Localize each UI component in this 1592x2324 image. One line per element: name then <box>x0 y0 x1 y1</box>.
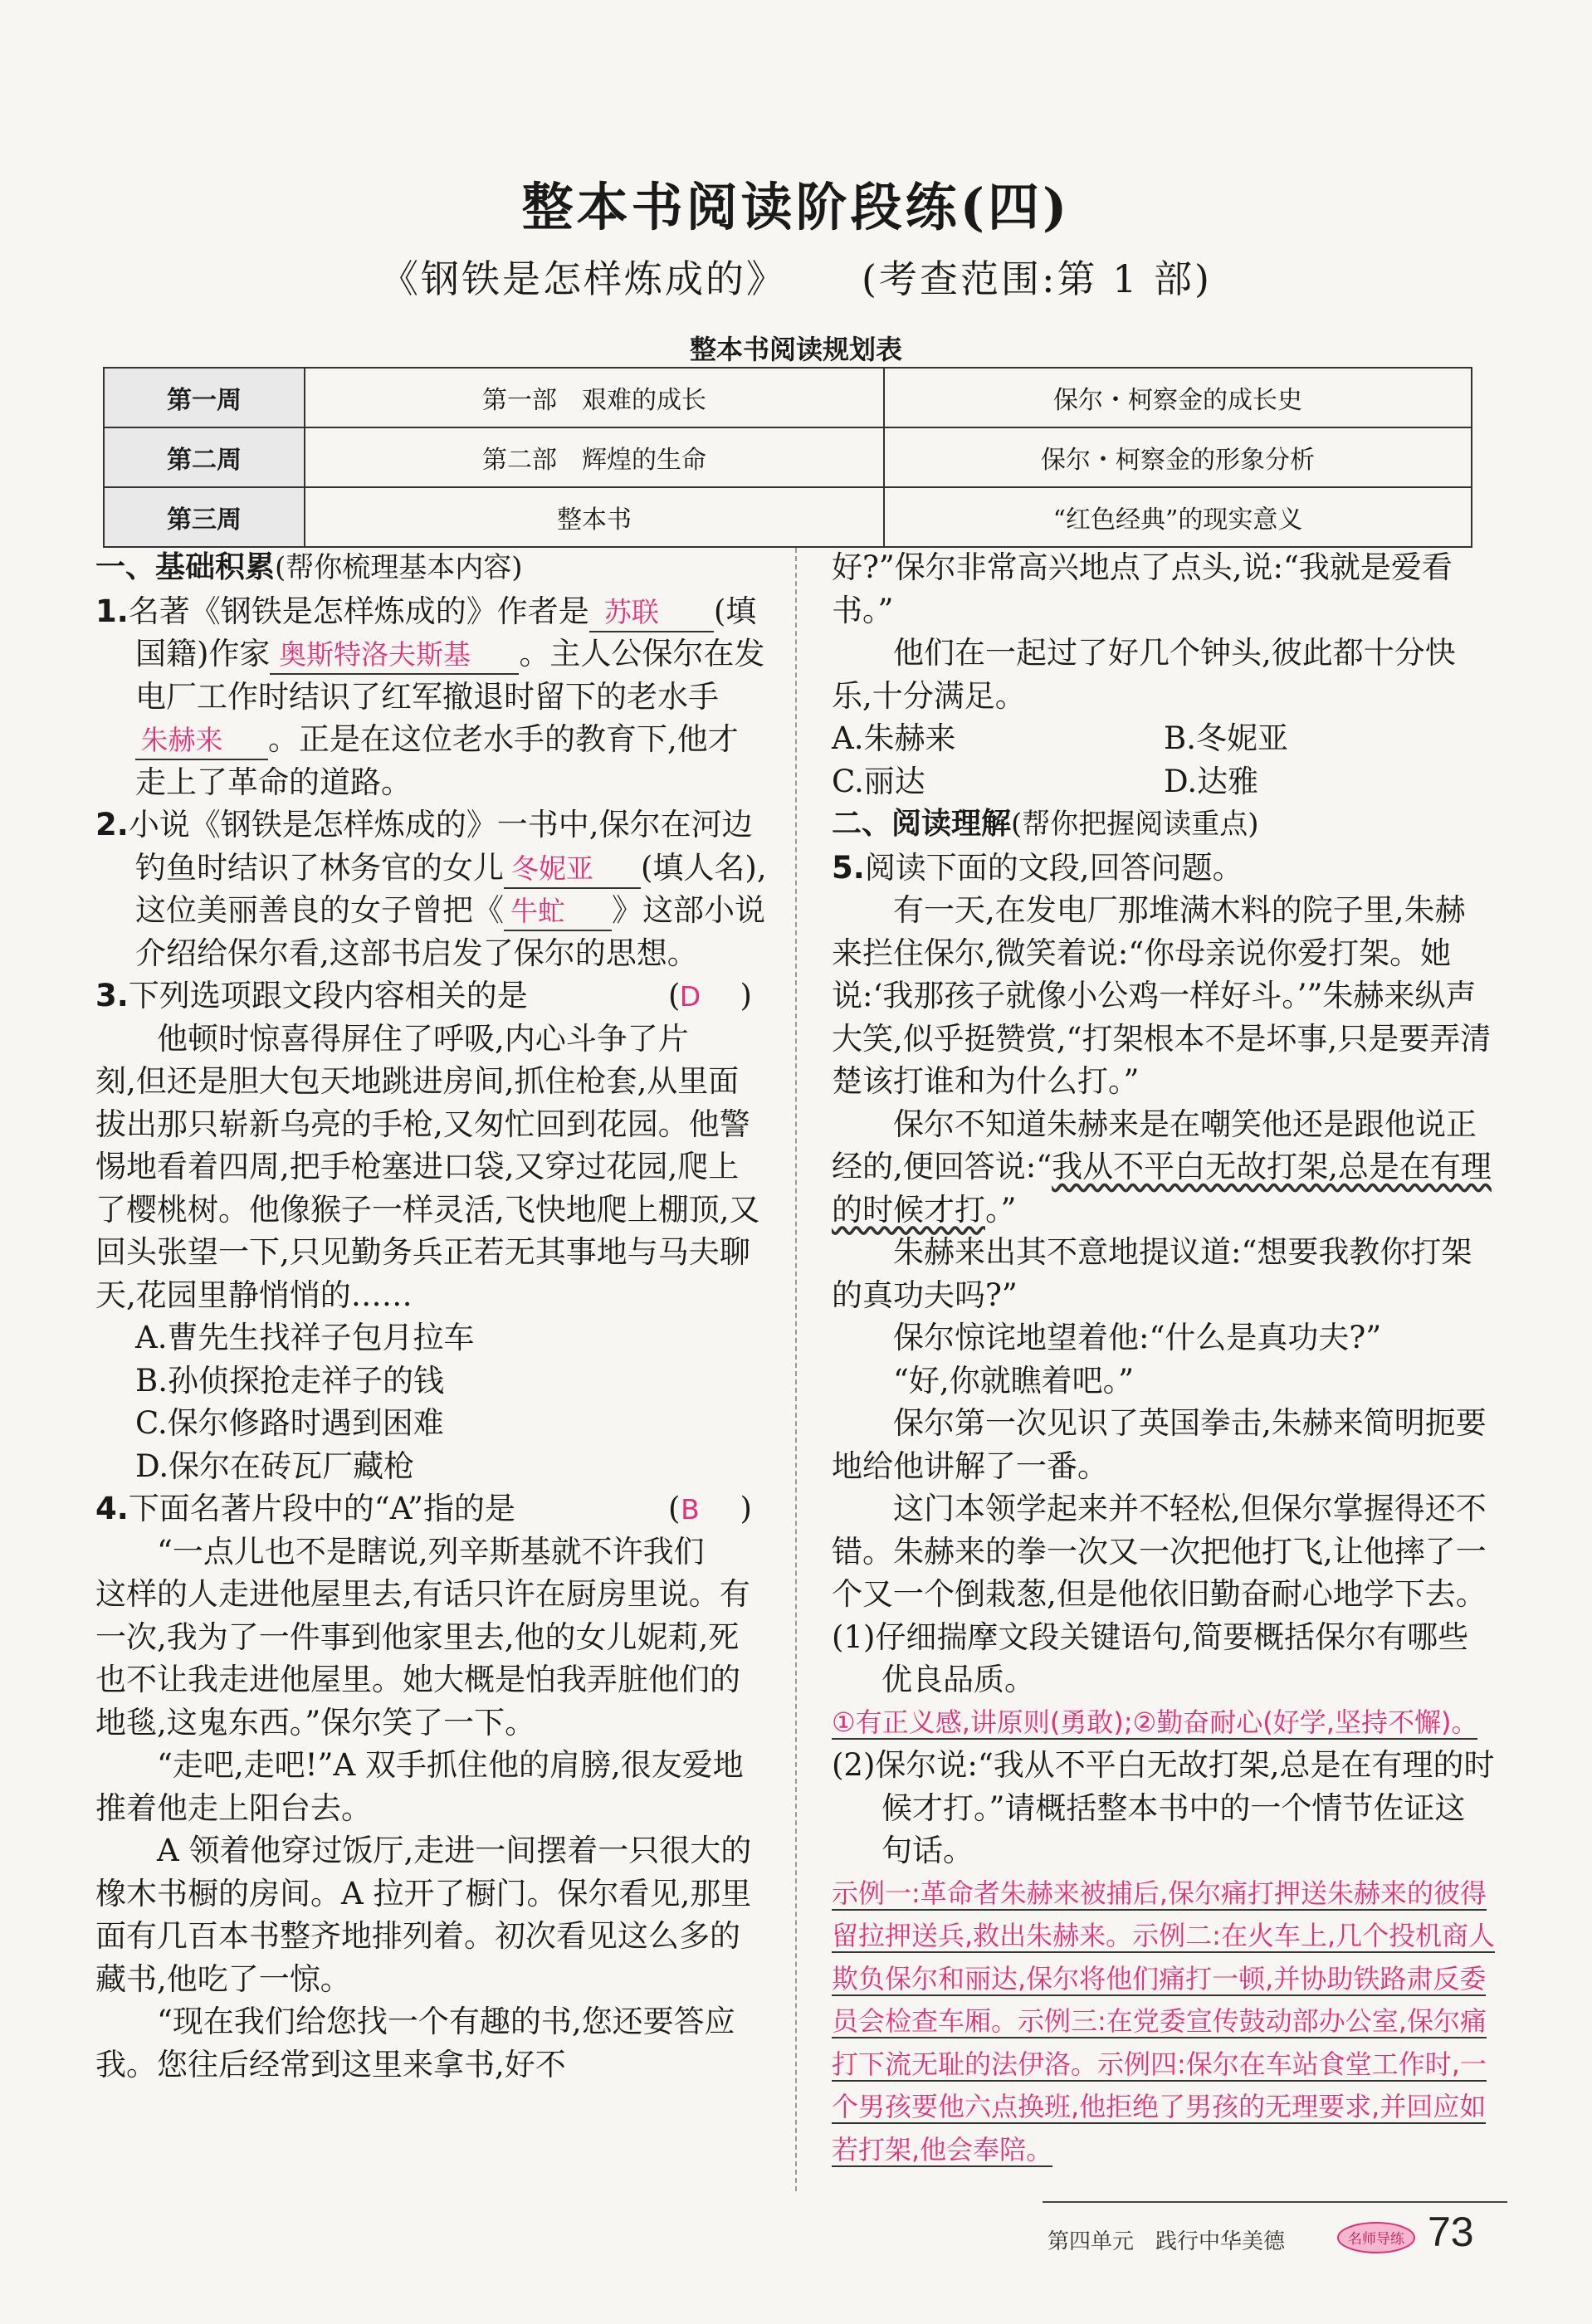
subtitle <box>0 249 1592 304</box>
sub-question-1: (1)仔细揣摩文段关键语句,简要概括保尔有哪些优良品质。 <box>832 1618 1469 1697</box>
answer-text: 示例一:革命者朱赫来被捕后,保尔痛打押送朱赫来的彼得留拉押送兵,救出朱赫来。示例二:在火车上,几个投机商人欺负保尔和丽达,保尔将他们痛打一顿,并协助铁路肃反委员会检查车厢。示例三:在党委宣传鼓动部办公室,保尔痛打下流无耻的法伊洛。示例四:保尔在车站食堂工作时,一个男孩要他六点换班,他拒绝了男孩的无理要求,并回应如若打架,他会奉陪。 <box>832 1877 1496 2165</box>
part-cell: 第一部 艰难的成长 <box>305 368 884 427</box>
question-text: 下列选项跟文段内容相关的是 <box>128 978 528 1013</box>
week-cell: 第二周 <box>104 427 305 487</box>
passage: 有一天,在发电厂那堆满木料的院子里,朱赫来拦住保尔,微笑着说:“你母亲说你爱打架。她说:‘我那孩子就像小公鸡一样好斗。’”朱赫来纵声大笑,似乎挺赞赏,“打架根本不是坏事,只是要弄清楚该打谁和为什么打。” <box>832 892 1492 1099</box>
question-number: 4. <box>95 1491 129 1526</box>
plan-table-title: 整本书阅读规划表 <box>689 334 902 365</box>
passage: A 领着他穿过饭厅,走进一间摆着一只很大的橡木书橱的房间。A 拉开了橱门。保尔看见,那里面有几百本书整齐地排列着。初次看见这么多的藏书,他吃了一惊。 <box>95 1833 752 1997</box>
question-text: (填国籍)作家 <box>135 593 757 671</box>
sub-question-2: (2)保尔说:“我从不平白无故打架,总是在有理的时候才打。”请概括整本书中的一个情节佐证这句话。 <box>832 1747 1495 1868</box>
question-number: 5. <box>832 849 865 886</box>
book-title: 《钢铁是怎样炼成的》 <box>380 256 788 301</box>
passage-text: 。” <box>985 1191 1017 1228</box>
answer-blank: 冬妮亚 <box>504 851 641 889</box>
passage: 保尔第一次见识了英国拳击,朱赫来简明扼要地给他讲解了一番。 <box>832 1405 1487 1484</box>
question-4 <box>95 1487 768 1531</box>
passage: 保尔惊诧地望着他:“什么是真功夫?” <box>893 1320 1382 1355</box>
passage: 朱赫来出其不意地提议道:“想要我教你打架的真功夫吗?” <box>832 1234 1472 1313</box>
question-text: 》这部小说介绍给保尔看,这部书启发了保尔的思想。 <box>135 892 765 971</box>
reading-plan-table <box>103 367 1472 548</box>
options-grid <box>832 717 1496 803</box>
option: A.曹先生找祥子包月拉车 <box>135 1320 475 1355</box>
option: C.丽达 <box>832 763 925 799</box>
answer-blank: 朱赫来 <box>135 722 268 760</box>
question-text: 。主人公保尔在发电厂工作时结识了红军撤退时留下的老水手 <box>135 636 765 715</box>
option: B.孙侦探抢走祥子的钱 <box>135 1362 444 1399</box>
section-2-heading <box>832 803 1496 847</box>
footer-unit-label: 第四单元 践行中华美德 <box>1047 2229 1286 2254</box>
passage: “好,你就瞧着吧。” <box>893 1362 1135 1399</box>
section-title: 一、基础积累 <box>95 550 276 584</box>
passage: 这门本领学起来并不轻松,但保尔掌握得还不错。朱赫来的拳一次又一次把他打飞,让他摔了一个又一个倒栽葱,但是他依旧勤奋耐心地学下去。 <box>832 1491 1487 1612</box>
handwritten-answer-2 <box>832 1872 1496 2172</box>
passage: “现在我们给您找一个有趣的书,您还要答应我。您往后经常到这里来拿书,好不 <box>95 2004 735 2082</box>
choice-answer: D <box>679 980 701 1013</box>
passage: 他们在一起过了好几个钟头,彼此都十分快乐,十分满足。 <box>832 635 1456 714</box>
footer-rule <box>1043 2201 1507 2203</box>
question-text: 名著《钢铁是怎样炼成的》作者是 <box>128 593 589 629</box>
passage: “走吧,走吧!”A 双手抓住他的肩膀,很友爱地推着他走上阳台去。 <box>95 1747 744 1826</box>
option: D.达雅 <box>1164 763 1259 799</box>
passage-text: 保尔不知道朱赫来是在嘲笑他还是跟他说正经的,便回答说:“ <box>832 1106 1477 1184</box>
topic-cell: 保尔・柯察金的形象分析 <box>884 427 1472 487</box>
question-number: 1. <box>95 593 129 629</box>
question-text: 下面名著片段中的“A”指的是 <box>128 1491 515 1526</box>
answer-blank: 牛虻 <box>504 893 612 931</box>
question-text: (填人名),这位美丽善良的女子曾把《 <box>135 849 767 928</box>
key-sentence: 我从不平白无故打架,总是在有理的时候才打 <box>832 1149 1492 1228</box>
handwritten-answer-1 <box>832 1702 1496 1745</box>
exam-scope: (考查范围:第 1 部) <box>862 256 1212 301</box>
question-3 <box>95 974 768 1018</box>
section-title: 二、阅读理解 <box>832 807 1012 841</box>
table-row <box>104 368 1472 427</box>
left-column <box>95 546 768 2086</box>
topic-cell: “红色经典”的现实意义 <box>884 487 1472 547</box>
passage <box>832 1103 1496 1232</box>
topic-cell: 保尔・柯察金的成长史 <box>884 368 1472 427</box>
answer-blank: 奥斯特洛夫斯基 <box>270 637 519 675</box>
answer-parentheses: (D ) <box>708 974 768 1018</box>
choice-answer: B <box>681 1493 700 1526</box>
logo-text: 名师导练 <box>1348 2231 1404 2248</box>
column-divider <box>795 548 797 2191</box>
passage: 好?”保尔非常高兴地点了点头,说:“我就是爱看书。” <box>832 549 1453 628</box>
option: D.保尔在砖瓦厂藏枪 <box>135 1448 415 1484</box>
passage: 他顿时惊喜得屏住了呼吸,内心斗争了片刻,但还是胆大包天地跳进房间,抓住枪套,从里面拔出那只崭新乌亮的手枪,又匆忙回到花园。他警惕地看着四周,把手枪塞进口袋,又穿过花园,爬上了樱桃树。他像猴子一样灵活,飞快地爬上棚顶,又回头张望一下,只见勤务兵正若无其事地与马夫聊天,花园里静悄悄的…… <box>95 1020 760 1313</box>
option: B.冬妮亚 <box>1164 720 1288 756</box>
part-cell: 整本书 <box>305 487 884 547</box>
table-row <box>104 427 1472 487</box>
week-cell: 第一周 <box>104 368 305 427</box>
answer-blank: 苏联 <box>589 594 714 632</box>
question-number: 3. <box>95 978 129 1013</box>
right-column <box>832 546 1496 2171</box>
page-title: 整本书阅读阶段练(四) <box>521 177 1071 237</box>
question-text: 。正是在这位老水手的教育下,他才走上了革命的道路。 <box>135 721 739 800</box>
publisher-logo-icon <box>1336 2219 1416 2254</box>
section-note: (帮你把握阅读重点) <box>1011 808 1259 841</box>
option: C.保尔修路时遇到困难 <box>135 1405 444 1441</box>
answer-text: ①有正义感,讲原则(勇敢);②勤奋耐心(好学,坚持不懈)。 <box>832 1706 1478 1738</box>
question-text: 阅读下面的文段,回答问题。 <box>864 849 1243 886</box>
question-number: 2. <box>95 807 129 842</box>
question-2 <box>95 803 768 974</box>
question-5 <box>832 847 1496 890</box>
week-cell: 第三周 <box>104 487 305 547</box>
table-row <box>104 487 1472 547</box>
answer-parentheses: (B ) <box>708 1487 768 1531</box>
page-number: 73 <box>1428 2209 1474 2255</box>
passage: “一点儿也不是瞎说,列辛斯基就不许我们这样的人走进他屋里去,有话只许在厨房里说。有一次,我为了一件事到他家里去,他的女儿妮莉,死也不让我走进他屋里。她大概是怕我弄脏他们的地毯,这鬼东西。”保尔笑了一下。 <box>95 1533 750 1741</box>
option: A.朱赫来 <box>832 720 956 756</box>
question-1 <box>95 590 768 804</box>
section-note: (帮你梳理基本内容) <box>275 551 523 584</box>
part-cell: 第二部 辉煌的生命 <box>305 427 884 487</box>
section-1-heading <box>95 546 768 590</box>
question-text: 小说《钢铁是怎样炼成的》一书中,保尔在河边钓鱼时结识了林务官的女儿 <box>128 807 753 886</box>
